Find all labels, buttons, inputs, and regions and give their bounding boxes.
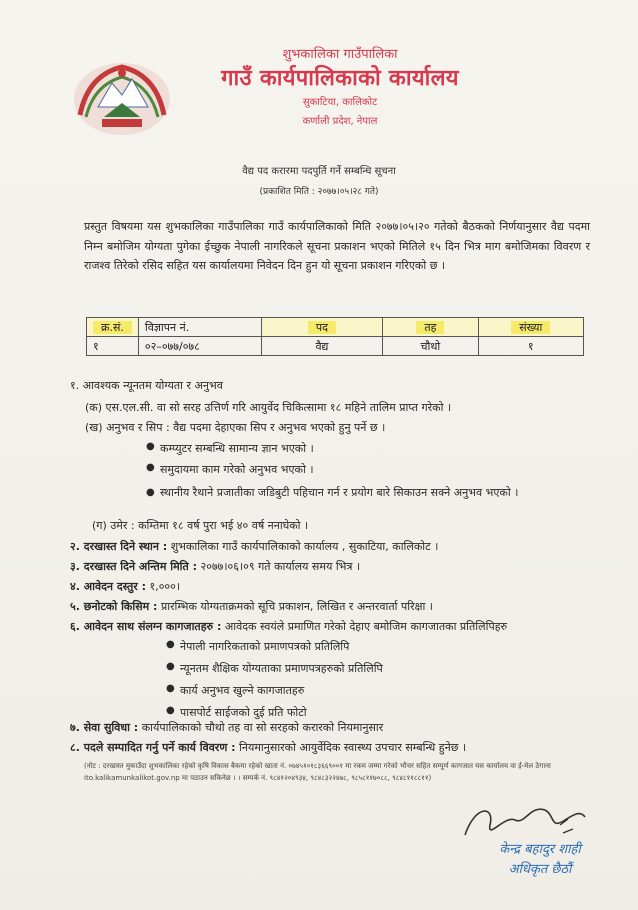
bullet-icon: ● [146, 462, 155, 473]
table-cell-count: १ [478, 337, 583, 356]
list-item: ● स्थानीय रैथाने प्रजातीका जडिबुटी पहिचान गर्न र प्रयोग बारे सिकाउन सक्ने अनुभव भएको । [160, 483, 580, 503]
nepal-government-emblem-icon [68, 55, 176, 139]
table-header-sn: क्र.सं. [87, 318, 139, 337]
vacancy-table [86, 317, 584, 356]
municipality-name: शुभकालिका गाउँपालिका [282, 47, 398, 62]
section-4: ४. आवेदन दस्तुर : १,०००। [70, 580, 181, 593]
province-name: कर्णाली प्रदेश, नेपाल [302, 116, 378, 127]
office-name: गाउँ कार्यपालिकाको कार्यालय [221, 66, 459, 91]
bullet-icon: ● [166, 639, 175, 650]
office-header [190, 46, 490, 132]
notice-subject: वैद्य पद करारमा पदपुर्ति गर्ने सम्बन्धि सूचना [242, 166, 396, 177]
section-6: ६. आवेदन साथ संलग्न कागजातहरु : आवेदक स्वयंले प्रमाणित गरेको देहाए बमोजिम कागजातका प्रतिलिपिहरु [70, 620, 508, 633]
bullet-icon: ● [146, 441, 155, 452]
list-item: ● पासपोर्ट साईजको दुई प्रति फोटो [166, 705, 307, 719]
table-header-level: तह [383, 318, 478, 337]
table-cell-ad-no: ०२–०७७/०७८ [138, 337, 261, 356]
list-item: ● न्यूनतम शैक्षिक योग्यताका प्रमाणपत्रहरुको प्रतिलिपि [166, 661, 383, 675]
section-1-title: १. आवश्यक न्यूनतम योग्यता र अनुभव [70, 379, 223, 392]
table-header-ad-no: विज्ञापन नं. [138, 318, 261, 337]
list-item: ● समुदायमा काम गरेको अनुभव भएको । [146, 462, 314, 476]
bullet-icon: ● [166, 705, 175, 716]
section-2: २. दरखास्त दिने स्थान : शुभकालिका गाउँ कार्यपालिकाको कार्यालय , सुकाटिया, कालिकोट । [70, 540, 439, 553]
signatory-name: केन्द्र बहादुर शाही [499, 842, 581, 857]
signatory-title: अधिकृत छैठौं [508, 862, 572, 877]
section-3: ३. दरखास्त दिने अन्तिम मिति : २०७७।०६।०९ गते कार्यालय समय भित्र । [70, 560, 361, 573]
section-7: ७. सेवा सुविधा : कार्यपालिकाको चौथो तह वा सो सरहको करारको नियमानुसार [70, 721, 384, 734]
table-header-post: पद [261, 318, 383, 337]
published-date: (प्रकाशित मिति : २०७७।०५।२८ गते) [259, 187, 379, 197]
list-item: ● कार्य अनुभव खुल्ने कागजातहरु [166, 683, 305, 697]
section-5: ५. छनोटको किसिम : प्रारम्भिक योग्यताक्रमको सूचि प्रकाशन, लिखित र अन्तरवार्ता परिक्षा । [70, 600, 433, 613]
list-item: ● नेपाली नागरिकताको प्रमाणपत्रको प्रतिलिपि [166, 639, 350, 653]
section-1-ga: (ग) उमेर : कम्तिमा १८ वर्ष पुरा भई ४० वर्ष ननाघेको । [92, 519, 309, 532]
intro-paragraph: प्रस्तुत विषयमा यस शुभकालिका गाउँपालिका गाउँ कार्यपालिकाको मिति २०७७।०५।२० गतेको बैठकको निर्णयानुसार वैद्य पदमा निम्न बमोजिम योग्यता पुगेका ईच्छुक नेपाली नागरिकले सूचना प्रकाशन भएको मितिले १५ दिन भित्र माग बमोजिमका विवरण र राजश्व तिरेको रसिद सहित यस कार्यालयमा निवेदन दिन हुन यो सूचना प्रकाशन गरिएको छ । [84, 220, 590, 272]
office-address: सुकाटिया, कालिकोट [302, 97, 378, 108]
table-cell-post: वैद्य [261, 337, 383, 356]
section-1-kha: (ख) अनुभव र सिप : वैद्य पदमा देहाएका सिप र अनुभव भएको हुनु पर्ने छ । [85, 421, 386, 434]
table-cell-sn: १ [87, 337, 139, 356]
bullet-icon: ● [166, 661, 175, 672]
table-row [87, 337, 584, 356]
section-8: ८. पदले सम्पादित गर्नु पर्ने कार्य विवरण : नियमानुसारको आयुर्वेदिक स्वास्थ्य उपचार सम्बन्धि हुनेछ । [70, 741, 467, 754]
footnote: (नोट : दरखास्त मुकाउँदा शुभकालिका रहेको कृषि विकास बैकमा रहेको खाता नं. ०७४५१०१८३६६९००१ मा रकम जम्मा गरेको भौचर सहित सम्पूर्ण कागजात यस कार्यालय वा ई-मेल ठेगाना ito.kalikamunkalikot.gov.np मा पठाउन सकिनेछ । । सम्पर्क नं. ९८४१२०४९३४, ९८४८३२२४७८, ९८५८११७०८८, ९८४८११८८११) [84, 762, 551, 782]
bullet-icon: ● [166, 683, 175, 694]
list-item: ● कम्प्युटर सम्बन्धि सामान्य ज्ञान भएको । [146, 441, 314, 455]
table-cell-level: चौथो [383, 337, 478, 356]
table-header-count: संख्या [478, 318, 583, 337]
bullet-icon: ● [146, 487, 155, 498]
table-header-row [87, 318, 584, 337]
section-1-ka: (क) एस.एल.सी. वा सो सरह उत्तिर्ण गरि आयुर्वेद चिकित्सामा १८ महिने तालिम प्राप्त गरेको । [85, 401, 452, 414]
signatory-block [470, 840, 610, 880]
